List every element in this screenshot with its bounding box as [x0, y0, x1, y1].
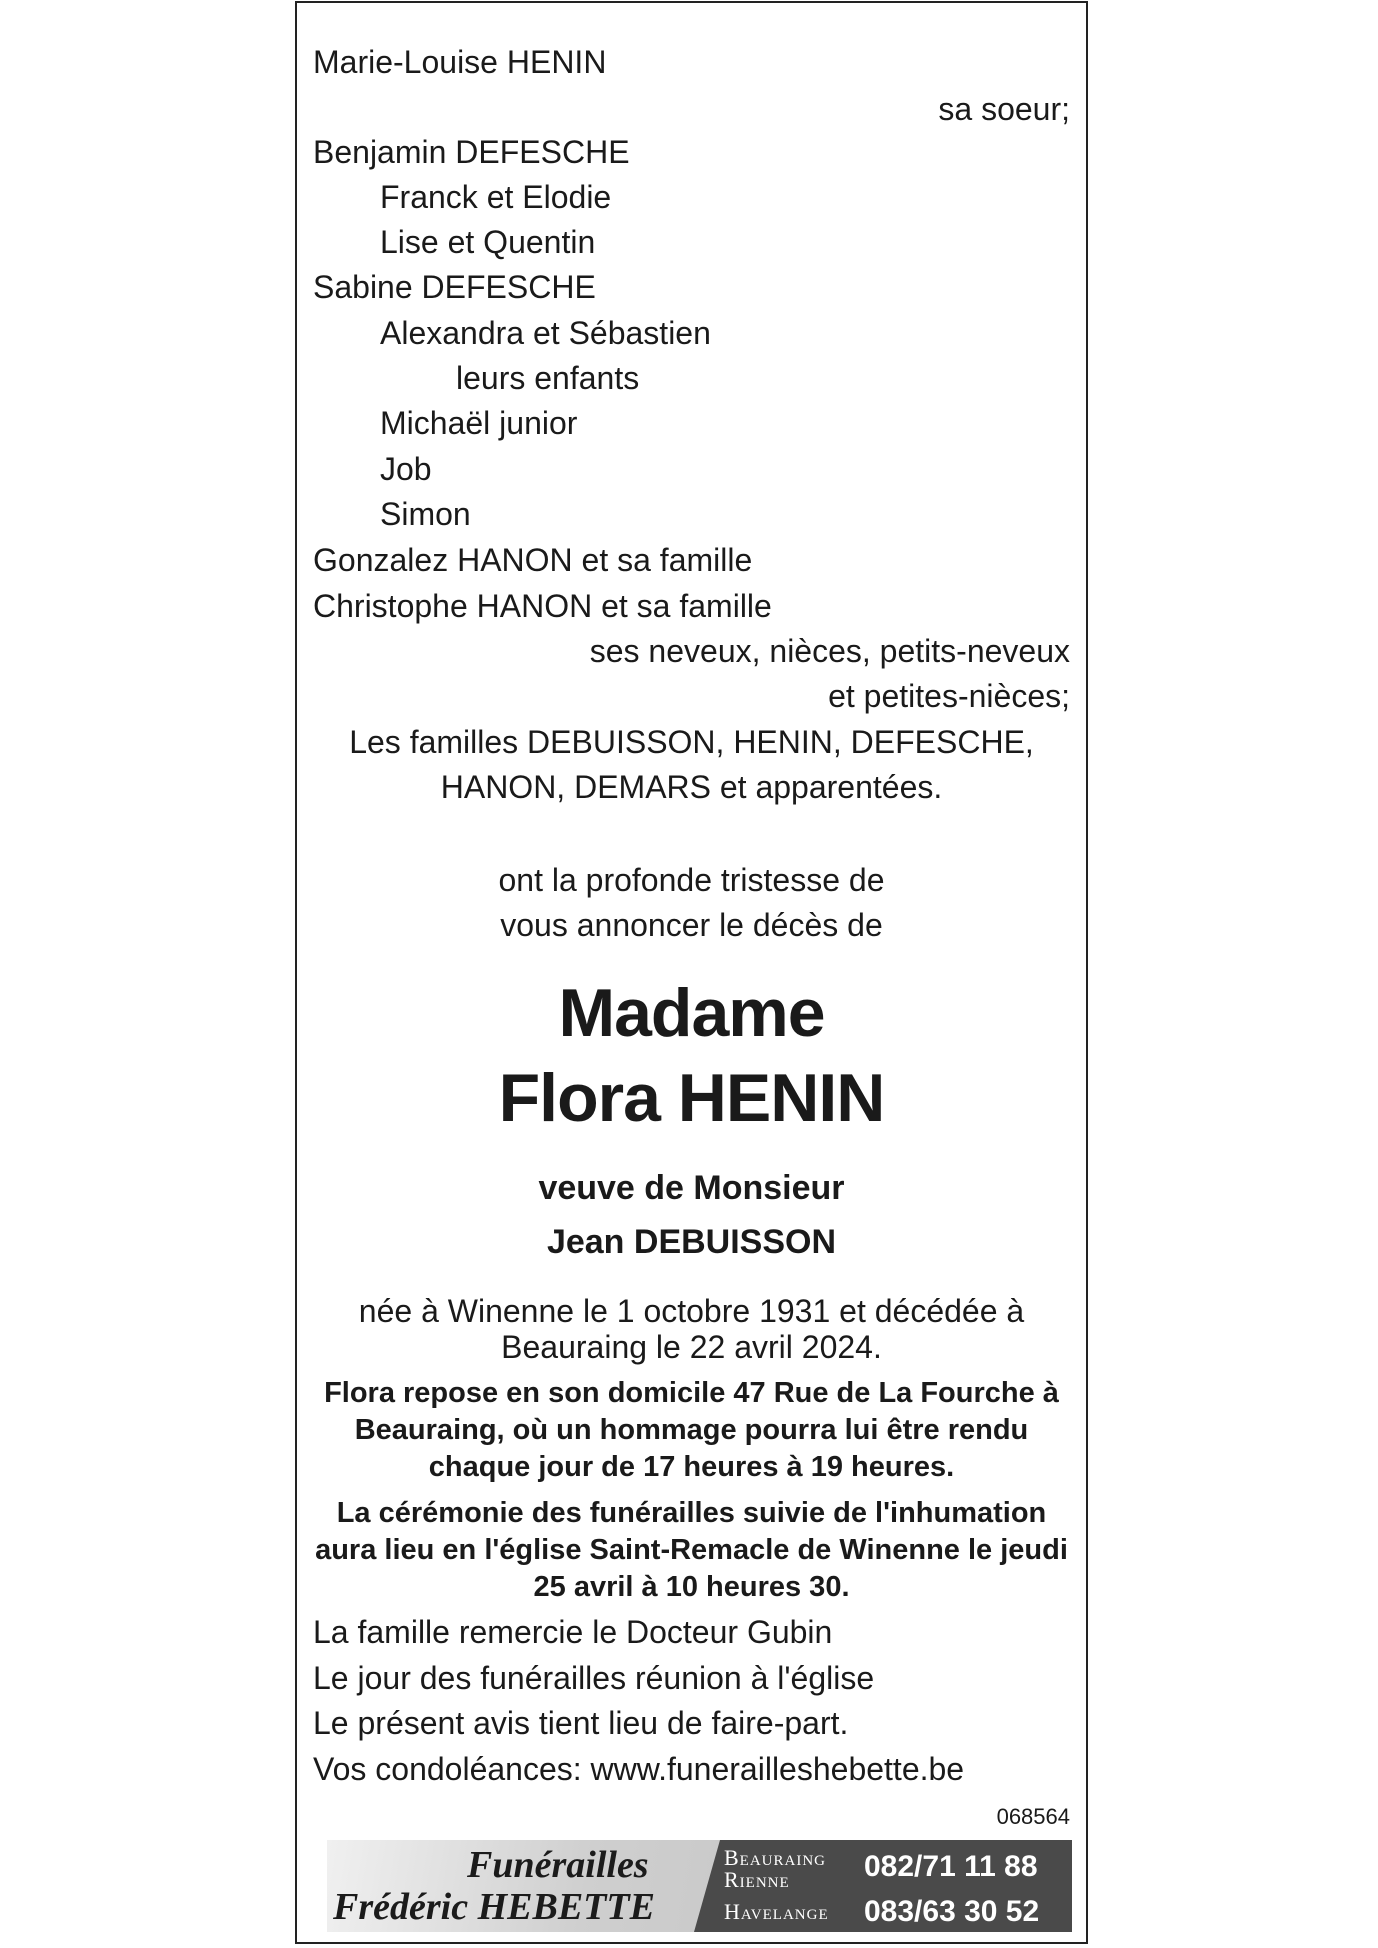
announce-line: vous annoncer le décès de: [500, 907, 883, 943]
reference-number: 068564: [996, 1804, 1070, 1829]
location-label: Rienne: [724, 1867, 790, 1892]
family-line: Sabine DEFESCHE: [313, 269, 596, 305]
widow-name: Jean DEBUISSON: [546, 1223, 837, 1261]
family-relation: ses neveux, nièces, petits-neveux: [589, 633, 1070, 669]
family-line: Marie-Louise HENIN: [313, 44, 607, 80]
announce-line: ont la profonde tristesse de: [498, 862, 885, 898]
families-line: Les familles DEBUISSON, HENIN, DEFESCHE,: [349, 724, 1034, 760]
funeral-home-banner: [327, 1840, 1072, 1932]
birth-death-paragraph: née à Winenne le 1 octobre 1931 et décédée à Beauraing le 22 avril 2024.: [358, 1293, 1025, 1365]
location-label: Havelange: [724, 1899, 829, 1924]
closing-line: La famille remercie le Docteur Gubin: [313, 1614, 833, 1650]
family-line: Gonzalez HANON et sa famille: [313, 542, 753, 578]
company-name-line1: Funérailles: [467, 1844, 649, 1886]
deceased-name: Flora HENIN: [498, 1060, 885, 1136]
company-name-line2: Frédéric HEBETTE: [333, 1886, 655, 1928]
phone-number: 083/63 30 52: [864, 1895, 1040, 1928]
family-relation: sa soeur;: [938, 91, 1070, 127]
closing-line: Le jour des funérailles réunion à l'église: [313, 1660, 875, 1696]
family-relation: et petites-nièces;: [828, 678, 1070, 714]
family-line: Alexandra et Sébastien: [380, 315, 711, 351]
widow-line: veuve de Monsieur: [538, 1169, 845, 1207]
family-line: Christophe HANON et sa famille: [313, 588, 772, 624]
phone-number: 082/71 11 88: [864, 1850, 1038, 1883]
families-line: HANON, DEMARS et apparentées.: [440, 769, 943, 805]
death-notice: [295, 1, 1088, 1944]
location-label: Beauraing: [724, 1845, 826, 1870]
contact-panel: [720, 1840, 1072, 1932]
closing-line: Le présent avis tient lieu de faire-part.: [313, 1705, 849, 1741]
repose-paragraph: Flora repose en son domicile 47 Rue de La Fourche à Beauraing, où un hommage pourra lui être rendu chaque jour de 17 heures à 19 heures.: [324, 1377, 1059, 1483]
family-line: Michaël junior: [380, 405, 578, 441]
deceased-title: Madame: [558, 975, 825, 1051]
condolences-line: Vos condoléances: www.funerailleshebette.be: [313, 1751, 965, 1787]
family-line: leurs enfants: [456, 360, 640, 396]
family-line: Franck et Elodie: [380, 179, 612, 215]
family-line: Lise et Quentin: [380, 224, 596, 260]
family-line: Simon: [380, 496, 471, 532]
family-line: Job: [380, 451, 432, 487]
family-line: Benjamin DEFESCHE: [313, 134, 630, 170]
ceremony-paragraph: La cérémonie des funérailles suivie de l'inhumation aura lieu en l'église Saint-Remacle de Winenne le jeudi 25 avril à 10 heures 30.: [315, 1497, 1068, 1603]
